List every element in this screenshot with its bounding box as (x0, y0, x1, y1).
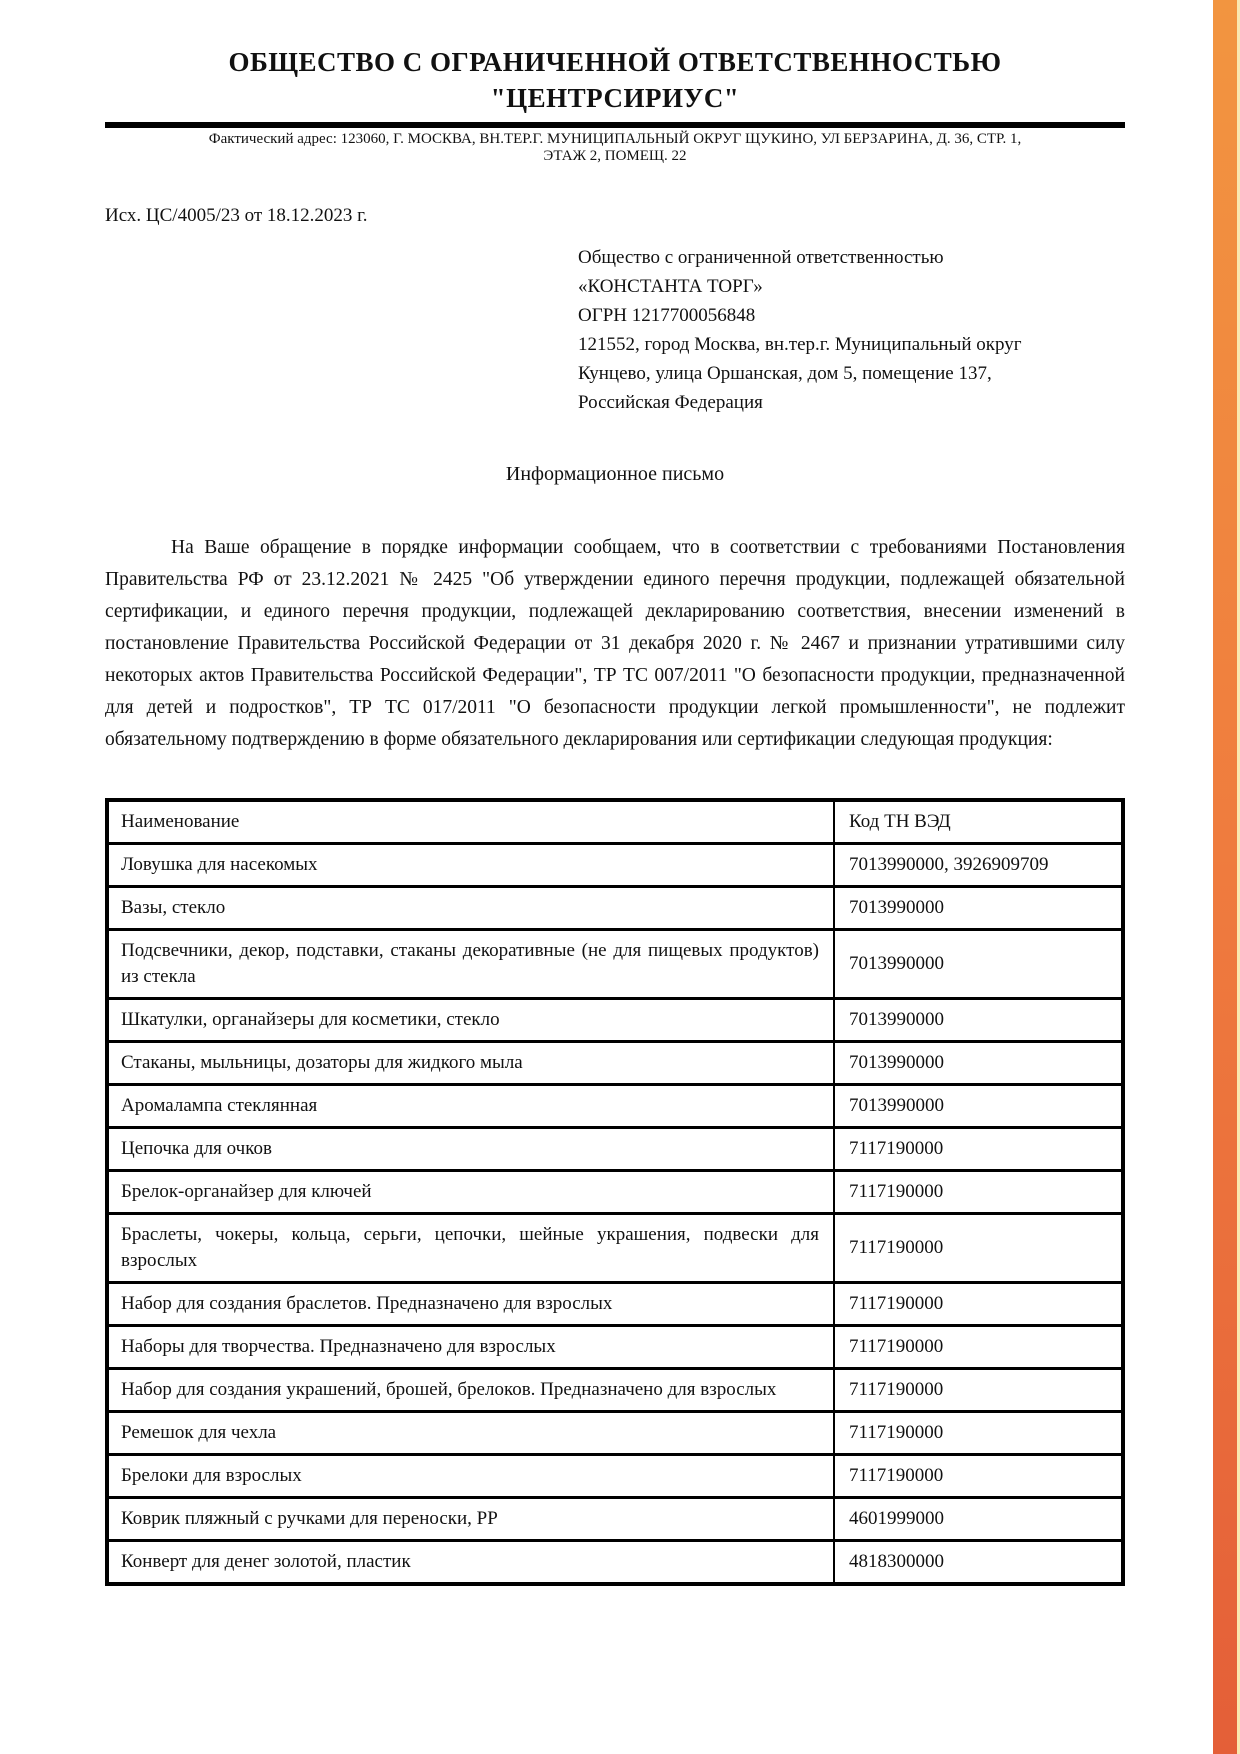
product-name-cell: Подсвечники, декор, подставки, стаканы декоративные (не для пищевых продуктов) из стекла (107, 930, 834, 999)
table-row (107, 1085, 1123, 1128)
product-code-cell: 4601999000 (834, 1498, 1123, 1541)
table-row (107, 930, 1123, 999)
table-row (107, 1171, 1123, 1214)
product-code-cell: 4818300000 (834, 1541, 1123, 1585)
product-code-cell: 7013990000 (834, 1085, 1123, 1128)
products-table (105, 798, 1125, 1586)
product-name-cell: Набор для создания украшений, брошей, брелоков. Предназначено для взрослых (107, 1369, 834, 1412)
column-header-code: Код ТН ВЭД (834, 800, 1123, 844)
product-code-cell: 7117190000 (834, 1455, 1123, 1498)
header-divider-rule (105, 122, 1125, 128)
product-name-cell: Коврик пляжный с ручками для переноски, PP (107, 1498, 834, 1541)
product-name-cell: Ремешок для чехла (107, 1412, 834, 1455)
column-header-name: Наименование (107, 800, 834, 844)
product-code-cell: 7013990000, 3926909709 (834, 844, 1123, 887)
body-paragraph: На Ваше обращение в порядке информации сообщаем, что в соответствии с требованиями Постановления Правительства РФ от 23.12.2021 № 2425 "Об утверждении единого перечня продукции, подлежащей обязательной сертификации, и единого перечня продукции, подлежащей декларированию соответствия, внесении изменений в постановление Правительства Российской Федерации от 31 декабря 2020 г. № 2467 и признании утратившими силу некоторых актов Правительства Российской Федерации", ТР ТС 007/2011 "О безопасности продукции, предназначенной для детей и подростков", ТР ТС 017/2011 "О безопасности продукции легкой промышленности", не подлежит обязательному подтверждению в форме обязательного декларирования или сертификации следующая продукция: (105, 537, 1125, 750)
product-name-cell: Ловушка для насекомых (107, 844, 834, 887)
table-header-row (107, 800, 1123, 844)
table-row (107, 1283, 1123, 1326)
organization-address-line1: Фактический адрес: 123060, Г. МОСКВА, ВН.ТЕР.Г. МУНИЦИПАЛЬНЫЙ ОКРУГ ЩУКИНО, УЛ БЕРЗАРИНА, Д. 36, СТР. 1, (208, 131, 1022, 147)
product-name-cell: Набор для создания браслетов. Предназначено для взрослых (107, 1283, 834, 1326)
table-row (107, 844, 1123, 887)
product-name-cell: Брелок-органайзер для ключей (107, 1171, 834, 1214)
product-code-cell: 7117190000 (834, 1214, 1123, 1283)
product-name-cell: Цепочка для очков (107, 1128, 834, 1171)
table-row (107, 887, 1123, 930)
organization-address (105, 131, 1125, 165)
product-code-cell: 7117190000 (834, 1412, 1123, 1455)
product-code-cell: 7117190000 (834, 1326, 1123, 1369)
letter-title: Информационное письмо (505, 463, 725, 485)
product-code-cell: 7013990000 (834, 999, 1123, 1042)
product-name-cell: Браслеты, чокеры, кольца, серьги, цепочки, шейные украшения, подвески для взрослых (107, 1214, 834, 1283)
product-name-cell: Наборы для творчества. Предназначено для взрослых (107, 1326, 834, 1369)
product-name-cell: Шкатулки, органайзеры для косметики, стекло (107, 999, 834, 1042)
product-code-cell: 7013990000 (834, 930, 1123, 999)
table-row (107, 1214, 1123, 1283)
right-accent-bar (1213, 0, 1240, 1754)
accent-gradient-stripe (1213, 0, 1237, 1754)
recipient-line: Кунцево, улица Оршанская, дом 5, помещение 137, (578, 363, 992, 384)
product-name-cell: Стаканы, мыльницы, дозаторы для жидкого мыла (107, 1042, 834, 1085)
recipient-line: «КОНСТАНТА ТОРГ» (578, 276, 763, 297)
recipient-line: ОГРН 1217700056848 (578, 305, 756, 326)
organization-address-line2: ЭТАЖ 2, ПОМЕЩ. 22 (543, 148, 687, 164)
recipient-block (578, 243, 1125, 417)
product-code-cell: 7117190000 (834, 1128, 1123, 1171)
letter-content (105, 0, 1125, 1586)
product-name-cell: Вазы, стекло (107, 887, 834, 930)
organization-title-line1: ОБЩЕСТВО С ОГРАНИЧЕННОЙ ОТВЕТСТВЕННОСТЬЮ (228, 47, 1002, 77)
product-code-cell: 7117190000 (834, 1369, 1123, 1412)
recipient-line: 121552, город Москва, вн.тер.г. Муниципальный округ (578, 334, 1022, 355)
table-row (107, 1128, 1123, 1171)
table-row (107, 1498, 1123, 1541)
recipient-line: Российская Федерация (578, 392, 763, 413)
product-code-cell: 7117190000 (834, 1283, 1123, 1326)
organization-title (105, 44, 1125, 116)
product-code-cell: 7013990000 (834, 1042, 1123, 1085)
organization-title-line2: "ЦЕНТРСИРИУС" (490, 83, 740, 113)
product-name-cell: Конверт для денег золотой, пластик (107, 1541, 834, 1585)
table-row (107, 1369, 1123, 1412)
product-name-cell: Аромалампа стеклянная (107, 1085, 834, 1128)
table-row (107, 1042, 1123, 1085)
table-row (107, 1326, 1123, 1369)
table-row (107, 1541, 1123, 1585)
table-row (107, 999, 1123, 1042)
recipient-line: Общество с ограниченной ответственностью (578, 247, 944, 268)
table-row (107, 1455, 1123, 1498)
outgoing-ref-number: Исх. ЦС/4005/23 от 18.12.2023 г. (105, 205, 368, 226)
table-row (107, 1412, 1123, 1455)
product-name-cell: Брелоки для взрослых (107, 1455, 834, 1498)
product-code-cell: 7013990000 (834, 887, 1123, 930)
product-code-cell: 7117190000 (834, 1171, 1123, 1214)
